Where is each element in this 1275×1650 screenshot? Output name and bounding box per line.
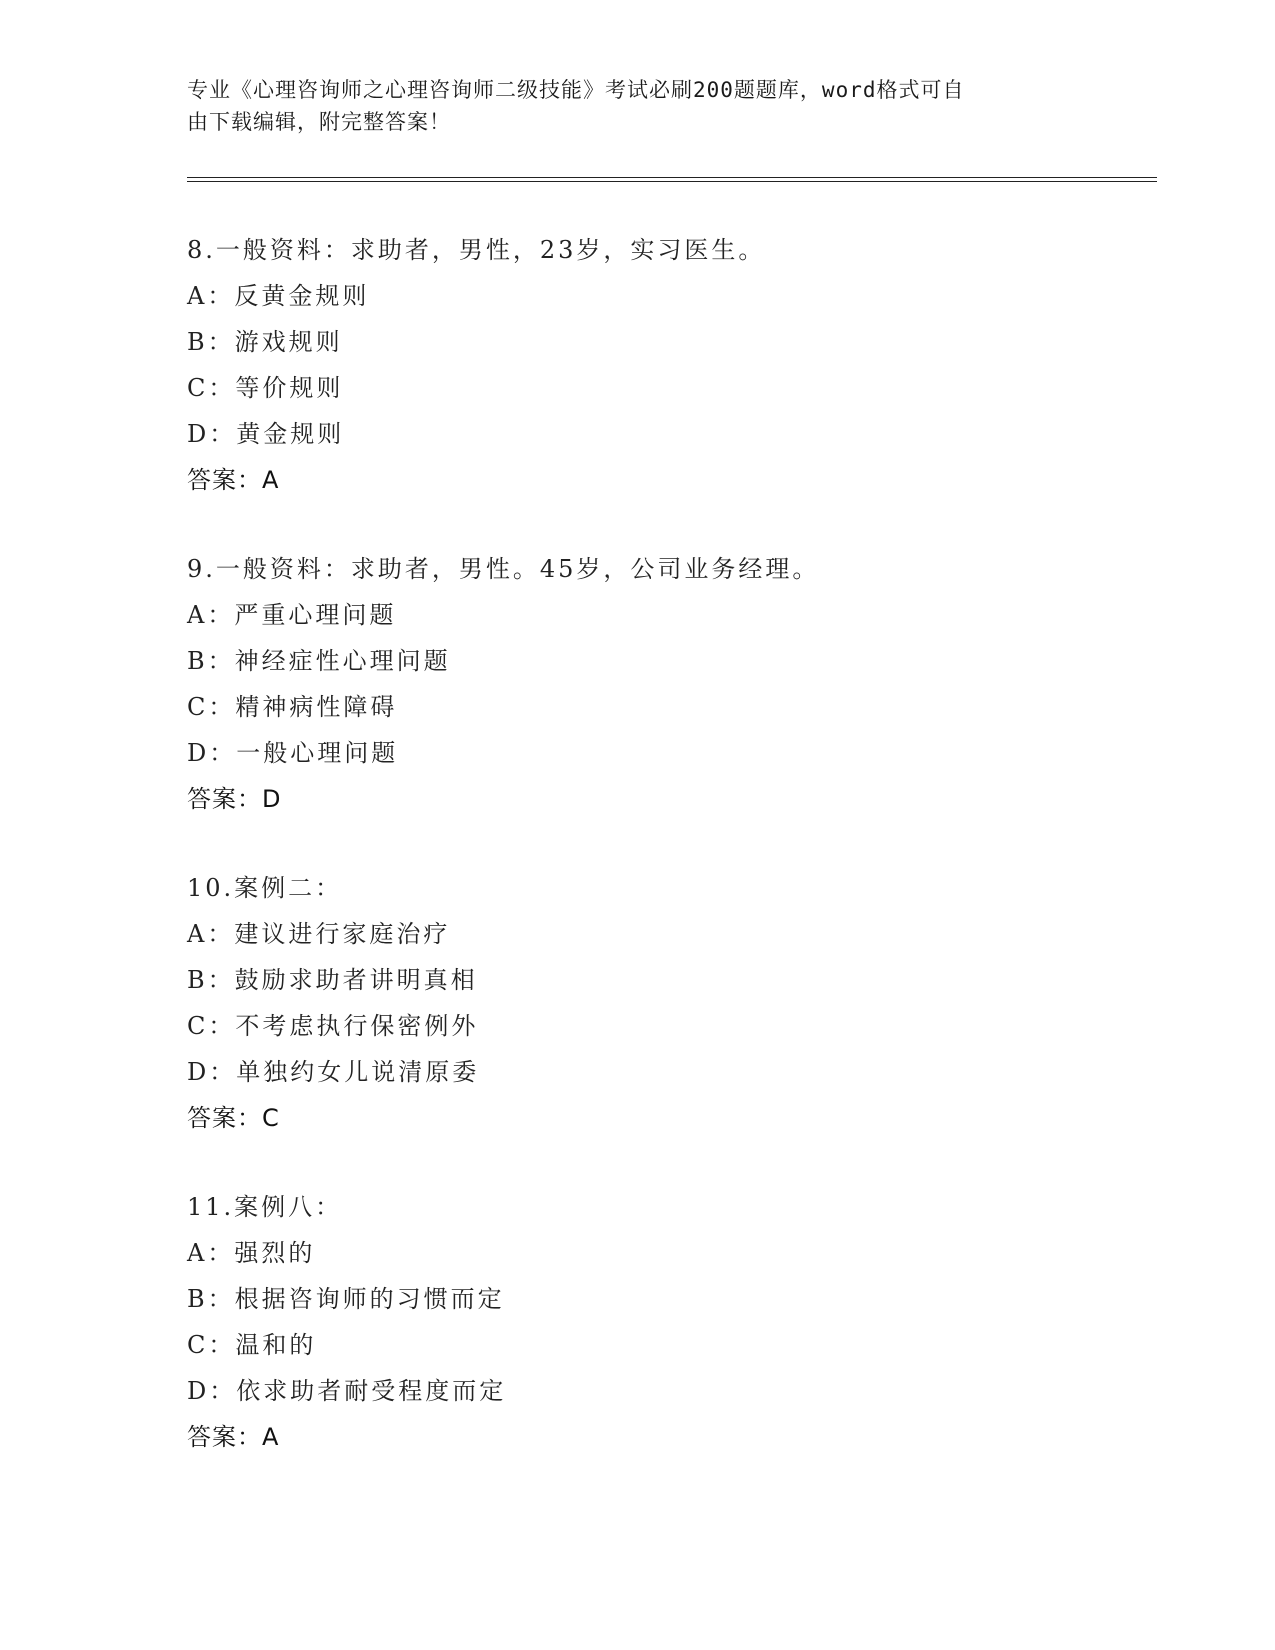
question-8	[187, 227, 1087, 503]
document-header	[187, 74, 1067, 138]
option-a: A：建议进行家庭治疗	[187, 920, 451, 948]
document-page	[187, 0, 1157, 1650]
option-d: D：单独约女儿说清原委	[187, 1058, 480, 1086]
question-stem: 11.案例八：	[187, 1193, 343, 1221]
question-stem: 10.案例二：	[187, 874, 343, 902]
option-a: A：强烈的	[187, 1239, 316, 1267]
option-c: C：精神病性障碍	[187, 693, 398, 721]
answer-line: 答案：D	[187, 785, 282, 813]
question-10	[187, 865, 1087, 1141]
option-a: A：反黄金规则	[187, 282, 370, 310]
answer-line: 答案：C	[187, 1104, 280, 1132]
option-b: B：根据咨询师的习惯而定	[187, 1285, 505, 1313]
header-line-1: 专业《心理咨询师之心理咨询师二级技能》考试必刷200题题库，word格式可自	[187, 78, 965, 102]
answer-line: 答案：A	[187, 1423, 280, 1451]
option-c: C：温和的	[187, 1331, 317, 1359]
question-stem: 8.一般资料：求助者，男性，23岁，实习医生。	[187, 236, 766, 264]
answer-line: 答案：A	[187, 466, 280, 494]
option-c: C：等价规则	[187, 374, 344, 402]
option-b: B：鼓励求助者讲明真相	[187, 966, 478, 994]
question-9	[187, 546, 1087, 822]
header-divider	[187, 177, 1157, 182]
option-a: A：严重心理问题	[187, 601, 397, 629]
option-b: B：神经症性心理问题	[187, 647, 451, 675]
option-d: D：依求助者耐受程度而定	[187, 1377, 507, 1405]
question-11	[187, 1184, 1087, 1460]
option-d: D：黄金规则	[187, 420, 345, 448]
question-stem: 9.一般资料：求助者，男性。45岁，公司业务经理。	[187, 555, 820, 583]
option-c: C：不考虑执行保密例外	[187, 1012, 479, 1040]
option-b: B：游戏规则	[187, 328, 343, 356]
header-line-2: 由下载编辑，附完整答案！	[187, 110, 451, 134]
option-d: D：一般心理问题	[187, 739, 399, 767]
